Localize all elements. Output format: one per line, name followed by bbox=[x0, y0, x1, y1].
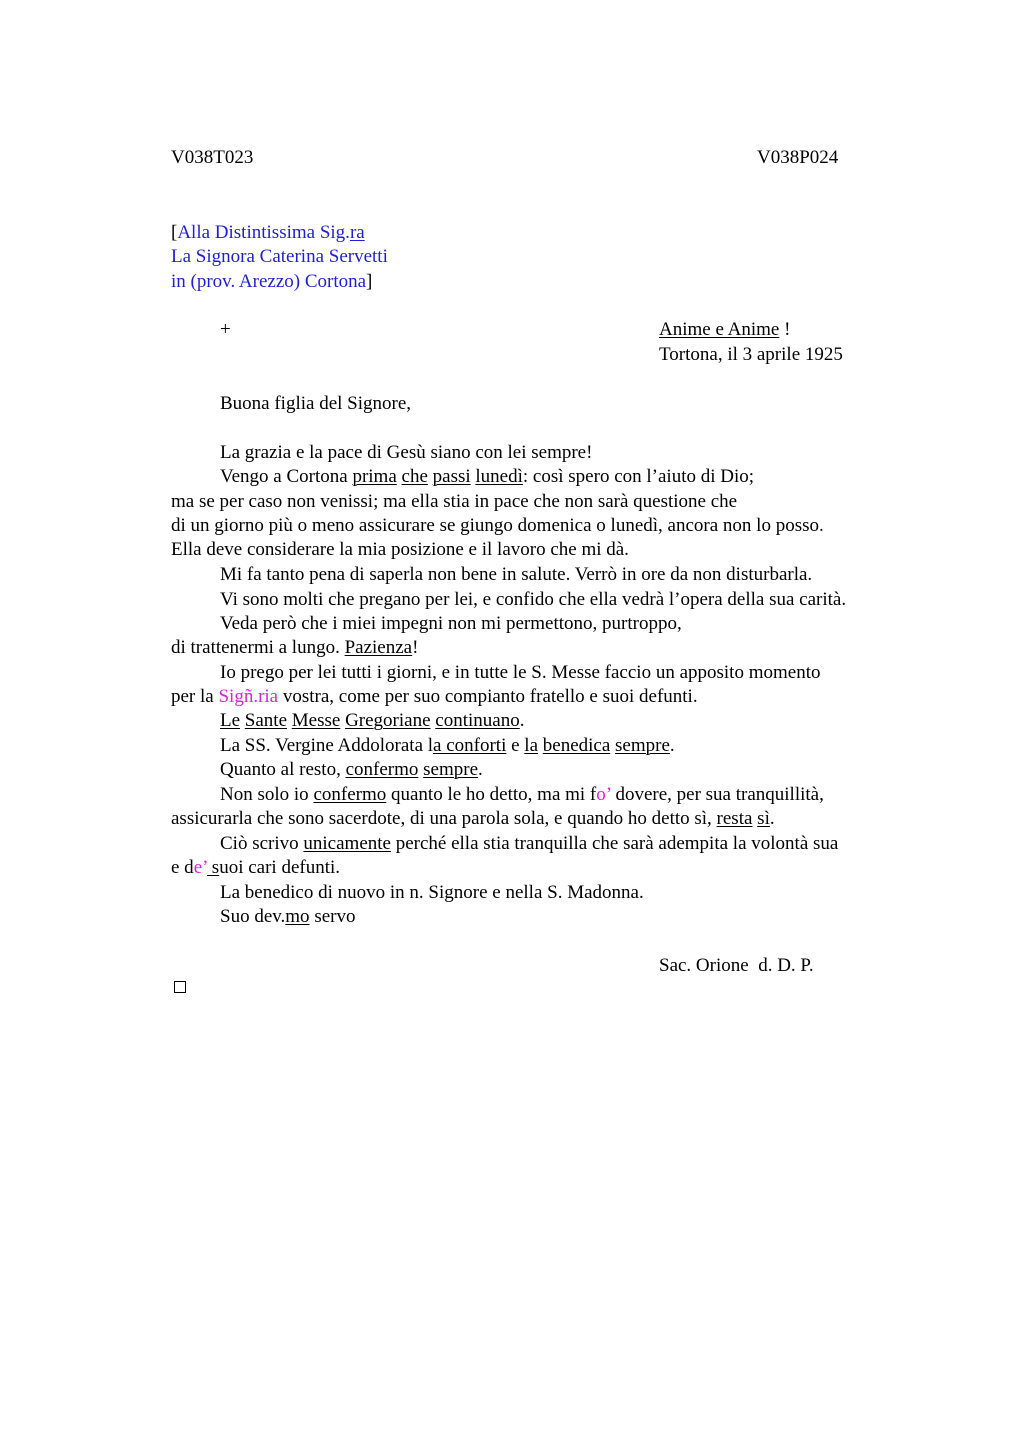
address-city: in (prov. Arezzo) Cortona bbox=[171, 271, 367, 292]
underlined-word: Messe bbox=[291, 710, 341, 731]
underlined-word: s bbox=[207, 857, 220, 878]
body-line-13 bbox=[220, 734, 675, 758]
underlined-word: unicamente bbox=[303, 833, 391, 854]
text-span: ! bbox=[412, 637, 419, 658]
underlined-word: a conforti bbox=[433, 735, 507, 756]
underlined-word: la bbox=[524, 735, 539, 756]
text-span: per la bbox=[171, 686, 219, 707]
motto bbox=[659, 318, 790, 342]
body-line-19: La benedico di nuovo in n. Signore e nella S. Madonna. bbox=[220, 882, 644, 903]
text-span: quanto le ho detto, ma mi f bbox=[386, 784, 597, 805]
place-date: Tortona, il 3 aprile 1925 bbox=[659, 344, 843, 365]
body-line-6: Mi fa tanto pena di saperla non bene in salute. Verrò in ore da non disturbarla. bbox=[220, 564, 813, 585]
signature: Sac. Orione d. D. P. bbox=[659, 955, 814, 976]
underlined-word: sì bbox=[757, 808, 770, 829]
underlined-word: prima bbox=[352, 466, 397, 487]
underlined-word: lunedì bbox=[475, 466, 523, 487]
body-line-17 bbox=[220, 832, 838, 856]
text-span: assicurarla che sono sacerdote, di una parola sola, e quando ho detto sì, bbox=[171, 808, 717, 829]
highlighted-word: o’ bbox=[596, 784, 611, 805]
underlined-word: confermo bbox=[345, 759, 419, 780]
body-line-12 bbox=[220, 709, 524, 733]
body-line-11 bbox=[171, 685, 698, 709]
body-line-8: Veda però che i miei impegni non mi permettono, purtroppo, bbox=[220, 613, 682, 634]
underlined-word: Le bbox=[220, 710, 241, 731]
text-span: uoi cari defunti. bbox=[219, 857, 341, 878]
body-line-2 bbox=[220, 465, 754, 489]
text-span: . bbox=[519, 710, 525, 731]
text-span: Quanto al resto, bbox=[220, 759, 346, 780]
underlined-word: che bbox=[401, 466, 428, 487]
body-line-3: ma se per caso non venissi; ma ella stia in pace che non sarà questione che bbox=[171, 491, 738, 512]
underlined-word: resta bbox=[716, 808, 753, 829]
underlined-word: Gregoriane bbox=[345, 710, 431, 731]
motto-exclamation: ! bbox=[779, 319, 791, 340]
motto-text: Anime e Anime bbox=[659, 319, 780, 340]
body-line-16 bbox=[171, 807, 775, 831]
open-bracket: [ bbox=[171, 222, 178, 243]
underlined-word: Pazienza bbox=[344, 637, 413, 658]
body-line-7: Vi sono molti che pregano per lei, e confido che ella vedrà l’opera della sua carità. bbox=[220, 589, 847, 610]
cross-symbol: + bbox=[220, 319, 231, 340]
underlined-word: mo bbox=[285, 906, 310, 927]
text-span: : così spero con l’aiuto di Dio; bbox=[522, 466, 755, 487]
text-span: perché ella stia tranquilla che sarà adempita la volontà sua bbox=[390, 833, 839, 854]
text-span: . bbox=[769, 808, 775, 829]
text-span: Non solo io bbox=[220, 784, 314, 805]
text-span: La SS. Vergine Addolorata l bbox=[220, 735, 434, 756]
underlined-word: passi bbox=[432, 466, 471, 487]
text-span: . bbox=[478, 759, 483, 780]
underlined-word: sempre bbox=[423, 759, 479, 780]
text-span: servo bbox=[309, 906, 356, 927]
text-span: vostra, come per suo compianto fratello e suoi defunti. bbox=[278, 686, 698, 707]
text-span: di trattenermi a lungo. bbox=[171, 637, 345, 658]
body-line-14 bbox=[220, 758, 483, 782]
text-span: dovere, per sua tranquillità, bbox=[610, 784, 824, 805]
body-line-15 bbox=[220, 783, 824, 807]
document-code-left: V038T023 bbox=[171, 147, 254, 168]
body-line-1: La grazia e la pace di Gesù siano con lei sempre! bbox=[220, 442, 593, 463]
address-line-1 bbox=[171, 221, 365, 245]
underlined-word: confermo bbox=[313, 784, 387, 805]
underlined-word: benedica bbox=[542, 735, 611, 756]
body-line-18 bbox=[171, 856, 340, 880]
text-span: e bbox=[506, 735, 525, 756]
salutation: Buona figlia del Signore, bbox=[220, 393, 412, 414]
body-line-10: Io prego per lei tutti i giorni, e in tutte le S. Messe faccio un apposito momento bbox=[220, 662, 821, 683]
address-line-3 bbox=[171, 270, 372, 294]
document-code-right: V038P024 bbox=[757, 147, 839, 168]
text-span: Suo dev. bbox=[220, 906, 286, 927]
body-line-9 bbox=[171, 636, 418, 660]
underlined-word: sempre bbox=[615, 735, 670, 756]
underlined-word: Sante bbox=[244, 710, 288, 731]
text-span: . bbox=[669, 735, 675, 756]
highlighted-word: Sigñ.ria bbox=[218, 686, 279, 707]
end-marker-box-icon bbox=[174, 981, 186, 993]
address-line-2: La Signora Caterina Servetti bbox=[171, 246, 388, 267]
underlined-word: continuano bbox=[435, 710, 520, 731]
highlighted-word: e’ bbox=[193, 857, 208, 878]
close-bracket: ] bbox=[366, 271, 373, 292]
address-recipient-title-abbrev: ra bbox=[349, 222, 365, 243]
body-line-5: Ella deve considerare la mia posizione e il lavoro che mi dà. bbox=[171, 539, 629, 560]
text-span: e d bbox=[171, 857, 194, 878]
text-span: Vengo a Cortona bbox=[220, 466, 353, 487]
address-recipient-title: Alla Distintissima Sig. bbox=[177, 222, 350, 243]
body-line-20 bbox=[220, 905, 355, 929]
body-line-4: di un giorno più o meno assicurare se giungo domenica o lunedì, ancora non lo posso. bbox=[171, 515, 824, 536]
text-span: Ciò scrivo bbox=[220, 833, 304, 854]
